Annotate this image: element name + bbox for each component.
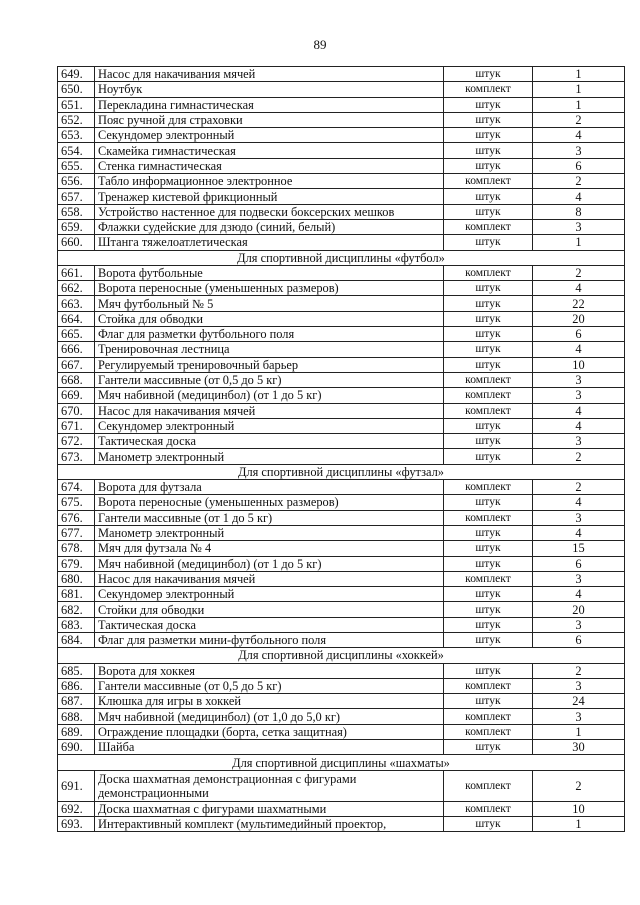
item-name: Гантели массивные (от 0,5 до 5 кг)	[95, 678, 444, 693]
table-row	[58, 219, 625, 234]
quantity: 15	[533, 541, 625, 556]
table-row	[58, 128, 625, 143]
quantity: 20	[533, 602, 625, 617]
item-name: Секундомер электронный	[95, 128, 444, 143]
item-name: Скамейка гимнастическая	[95, 143, 444, 158]
unit-of-measure: комплект	[444, 388, 533, 403]
quantity: 3	[533, 372, 625, 387]
quantity: 3	[533, 219, 625, 234]
row-number: 688.	[58, 709, 95, 724]
row-number: 682.	[58, 602, 95, 617]
quantity: 10	[533, 357, 625, 372]
table-row	[58, 158, 625, 173]
table-row	[58, 632, 625, 647]
item-name: Тактическая доска	[95, 434, 444, 449]
row-number: 675.	[58, 495, 95, 510]
item-name: Пояс ручной для страховки	[95, 112, 444, 127]
unit-of-measure: комплект	[444, 265, 533, 280]
row-number: 658.	[58, 204, 95, 219]
quantity: 6	[533, 632, 625, 647]
unit-of-measure: штук	[444, 541, 533, 556]
table-row	[58, 480, 625, 495]
row-number: 668.	[58, 372, 95, 387]
table-row	[58, 265, 625, 280]
table-row	[58, 342, 625, 357]
row-number: 649.	[58, 67, 95, 82]
item-name: Гантели массивные (от 1 до 5 кг)	[95, 510, 444, 525]
table-row	[58, 571, 625, 586]
quantity: 3	[533, 388, 625, 403]
item-name: Интерактивный комплект (мультимедийный проектор,	[95, 816, 444, 831]
quantity: 4	[533, 342, 625, 357]
table-row	[58, 67, 625, 82]
item-name: Мяч набивной (медицинбол) (от 1 до 5 кг)	[95, 556, 444, 571]
table-row	[58, 694, 625, 709]
table-row	[58, 418, 625, 433]
item-name: Тренировочная лестница	[95, 342, 444, 357]
row-number: 689.	[58, 724, 95, 739]
item-name: Ворота переносные (уменьшенных размеров)	[95, 495, 444, 510]
table-row	[58, 740, 625, 755]
table-row	[58, 204, 625, 219]
item-name: Мяч набивной (медицинбол) (от 1 до 5 кг)	[95, 388, 444, 403]
item-name: Флаг для разметки футбольного поля	[95, 327, 444, 342]
table-row	[58, 82, 625, 97]
quantity: 4	[533, 189, 625, 204]
item-name: Ворота для футзала	[95, 480, 444, 495]
unit-of-measure: штук	[444, 235, 533, 250]
table-row	[58, 770, 625, 801]
table-row	[58, 525, 625, 540]
unit-of-measure: штук	[444, 158, 533, 173]
row-number: 653.	[58, 128, 95, 143]
quantity: 2	[533, 112, 625, 127]
quantity: 10	[533, 801, 625, 816]
row-number: 663.	[58, 296, 95, 311]
row-number: 672.	[58, 434, 95, 449]
item-name: Ноутбук	[95, 82, 444, 97]
table-row	[58, 449, 625, 464]
table-row	[58, 816, 625, 831]
row-number: 670.	[58, 403, 95, 418]
unit-of-measure: штук	[444, 327, 533, 342]
unit-of-measure: штук	[444, 740, 533, 755]
quantity: 2	[533, 770, 625, 801]
row-number: 657.	[58, 189, 95, 204]
table-row	[58, 97, 625, 112]
quantity: 2	[533, 174, 625, 189]
unit-of-measure: штук	[444, 143, 533, 158]
table-row	[58, 112, 625, 127]
row-number: 654.	[58, 143, 95, 158]
row-number: 690.	[58, 740, 95, 755]
table-row	[58, 602, 625, 617]
section-header-row	[58, 648, 625, 663]
quantity: 2	[533, 449, 625, 464]
section-title: Для спортивной дисциплины «хоккей»	[58, 648, 625, 663]
unit-of-measure: штук	[444, 189, 533, 204]
row-number: 676.	[58, 510, 95, 525]
table-row	[58, 281, 625, 296]
quantity: 4	[533, 418, 625, 433]
row-number: 671.	[58, 418, 95, 433]
quantity: 24	[533, 694, 625, 709]
item-name: Стенка гимнастическая	[95, 158, 444, 173]
table-row	[58, 663, 625, 678]
table-row	[58, 678, 625, 693]
unit-of-measure: штук	[444, 632, 533, 647]
item-name: Табло информационное электронное	[95, 174, 444, 189]
item-name: Мяч для футзала № 4	[95, 541, 444, 556]
quantity: 4	[533, 587, 625, 602]
table-row	[58, 403, 625, 418]
unit-of-measure: комплект	[444, 770, 533, 801]
equipment-table-body	[58, 67, 625, 832]
unit-of-measure: штук	[444, 67, 533, 82]
row-number: 687.	[58, 694, 95, 709]
row-number: 677.	[58, 525, 95, 540]
quantity: 3	[533, 709, 625, 724]
item-name: Доска шахматная с фигурами шахматными	[95, 801, 444, 816]
quantity: 1	[533, 67, 625, 82]
table-row	[58, 388, 625, 403]
row-number: 686.	[58, 678, 95, 693]
unit-of-measure: комплект	[444, 510, 533, 525]
table-row	[58, 724, 625, 739]
table-row	[58, 541, 625, 556]
item-name: Секундомер электронный	[95, 587, 444, 602]
row-number: 691.	[58, 770, 95, 801]
item-name: Ворота переносные (уменьшенных размеров)	[95, 281, 444, 296]
table-row	[58, 174, 625, 189]
unit-of-measure: комплект	[444, 571, 533, 586]
table-row	[58, 434, 625, 449]
quantity: 2	[533, 663, 625, 678]
unit-of-measure: штук	[444, 495, 533, 510]
quantity: 20	[533, 311, 625, 326]
unit-of-measure: комплект	[444, 709, 533, 724]
unit-of-measure: штук	[444, 357, 533, 372]
unit-of-measure: комплект	[444, 174, 533, 189]
row-number: 660.	[58, 235, 95, 250]
row-number: 693.	[58, 816, 95, 831]
quantity: 22	[533, 296, 625, 311]
table-row	[58, 587, 625, 602]
unit-of-measure: комплект	[444, 403, 533, 418]
table-row	[58, 357, 625, 372]
table-row	[58, 510, 625, 525]
quantity: 6	[533, 158, 625, 173]
item-name: Флажки судейские для дзюдо (синий, белый)	[95, 219, 444, 234]
table-row	[58, 311, 625, 326]
table-row	[58, 296, 625, 311]
unit-of-measure: штук	[444, 587, 533, 602]
quantity: 30	[533, 740, 625, 755]
row-number: 678.	[58, 541, 95, 556]
item-name: Манометр электронный	[95, 449, 444, 464]
item-name: Ограждение площадки (борта, сетка защитная)	[95, 724, 444, 739]
quantity: 6	[533, 327, 625, 342]
row-number: 655.	[58, 158, 95, 173]
quantity: 4	[533, 525, 625, 540]
quantity: 4	[533, 281, 625, 296]
unit-of-measure: комплект	[444, 219, 533, 234]
quantity: 1	[533, 82, 625, 97]
unit-of-measure: штук	[444, 311, 533, 326]
row-number: 666.	[58, 342, 95, 357]
quantity: 6	[533, 556, 625, 571]
row-number: 669.	[58, 388, 95, 403]
item-name: Тренажер кистевой фрикционный	[95, 189, 444, 204]
item-name: Флаг для разметки мини-футбольного поля	[95, 632, 444, 647]
unit-of-measure: штук	[444, 816, 533, 831]
table-row	[58, 235, 625, 250]
section-title: Для спортивной дисциплины «шахматы»	[58, 755, 625, 770]
item-name: Ворота футбольные	[95, 265, 444, 280]
quantity: 3	[533, 434, 625, 449]
quantity: 1	[533, 235, 625, 250]
quantity: 1	[533, 816, 625, 831]
unit-of-measure: штук	[444, 418, 533, 433]
page-number: 89	[313, 37, 327, 52]
unit-of-measure: комплект	[444, 480, 533, 495]
section-title: Для спортивной дисциплины «футбол»	[58, 250, 625, 265]
unit-of-measure: штук	[444, 112, 533, 127]
item-name: Секундомер электронный	[95, 418, 444, 433]
item-name: Мяч футбольный № 5	[95, 296, 444, 311]
table-row	[58, 189, 625, 204]
unit-of-measure: штук	[444, 296, 533, 311]
unit-of-measure: штук	[444, 97, 533, 112]
section-header-row	[58, 464, 625, 479]
table-row	[58, 556, 625, 571]
item-name: Клюшка для игры в хоккей	[95, 694, 444, 709]
row-number: 674.	[58, 480, 95, 495]
item-name: Ворота для хоккея	[95, 663, 444, 678]
row-number: 651.	[58, 97, 95, 112]
equipment-table	[57, 66, 625, 832]
row-number: 681.	[58, 587, 95, 602]
unit-of-measure: штук	[444, 556, 533, 571]
item-name: Устройство настенное для подвески боксерских мешков	[95, 204, 444, 219]
quantity: 3	[533, 510, 625, 525]
unit-of-measure: комплект	[444, 801, 533, 816]
row-number: 667.	[58, 357, 95, 372]
unit-of-measure: штук	[444, 342, 533, 357]
item-name: Насос для накачивания мячей	[95, 403, 444, 418]
row-number: 673.	[58, 449, 95, 464]
table-row	[58, 143, 625, 158]
row-number: 683.	[58, 617, 95, 632]
item-name: Насос для накачивания мячей	[95, 67, 444, 82]
quantity: 4	[533, 495, 625, 510]
item-name: Шайба	[95, 740, 444, 755]
unit-of-measure: комплект	[444, 678, 533, 693]
section-title: Для спортивной дисциплины «футзал»	[58, 464, 625, 479]
item-name: Мяч набивной (медицинбол) (от 1,0 до 5,0 кг)	[95, 709, 444, 724]
quantity: 8	[533, 204, 625, 219]
unit-of-measure: комплект	[444, 372, 533, 387]
row-number: 680.	[58, 571, 95, 586]
unit-of-measure: штук	[444, 434, 533, 449]
quantity: 4	[533, 403, 625, 418]
row-number: 679.	[58, 556, 95, 571]
row-number: 659.	[58, 219, 95, 234]
unit-of-measure: комплект	[444, 724, 533, 739]
quantity: 3	[533, 571, 625, 586]
table-row	[58, 801, 625, 816]
unit-of-measure: штук	[444, 663, 533, 678]
unit-of-measure: штук	[444, 525, 533, 540]
item-name: Гантели массивные (от 0,5 до 5 кг)	[95, 372, 444, 387]
item-name: Стойки для обводки	[95, 602, 444, 617]
item-name: Насос для накачивания мячей	[95, 571, 444, 586]
quantity: 2	[533, 265, 625, 280]
item-name: Штанга тяжелоатлетическая	[95, 235, 444, 250]
quantity: 1	[533, 724, 625, 739]
row-number: 684.	[58, 632, 95, 647]
unit-of-measure: штук	[444, 449, 533, 464]
table-row	[58, 372, 625, 387]
unit-of-measure: штук	[444, 602, 533, 617]
row-number: 685.	[58, 663, 95, 678]
quantity: 3	[533, 617, 625, 632]
item-name: Стойка для обводки	[95, 311, 444, 326]
unit-of-measure: штук	[444, 281, 533, 296]
item-name: Перекладина гимнастическая	[95, 97, 444, 112]
unit-of-measure: комплект	[444, 82, 533, 97]
row-number: 662.	[58, 281, 95, 296]
section-header-row	[58, 250, 625, 265]
table-row	[58, 327, 625, 342]
item-name: Тактическая доска	[95, 617, 444, 632]
row-number: 650.	[58, 82, 95, 97]
table-row	[58, 617, 625, 632]
row-number: 652.	[58, 112, 95, 127]
table-row	[58, 495, 625, 510]
quantity: 2	[533, 480, 625, 495]
unit-of-measure: штук	[444, 617, 533, 632]
quantity: 3	[533, 678, 625, 693]
table-row	[58, 709, 625, 724]
row-number: 656.	[58, 174, 95, 189]
item-name: Манометр электронный	[95, 525, 444, 540]
section-header-row	[58, 755, 625, 770]
item-name: Доска шахматная демонстрационная с фигурами демонстрационными	[95, 770, 444, 801]
row-number: 665.	[58, 327, 95, 342]
unit-of-measure: штук	[444, 694, 533, 709]
quantity: 1	[533, 97, 625, 112]
unit-of-measure: штук	[444, 128, 533, 143]
row-number: 661.	[58, 265, 95, 280]
unit-of-measure: штук	[444, 204, 533, 219]
row-number: 664.	[58, 311, 95, 326]
quantity: 4	[533, 128, 625, 143]
quantity: 3	[533, 143, 625, 158]
row-number: 692.	[58, 801, 95, 816]
item-name: Регулируемый тренировочный барьер	[95, 357, 444, 372]
